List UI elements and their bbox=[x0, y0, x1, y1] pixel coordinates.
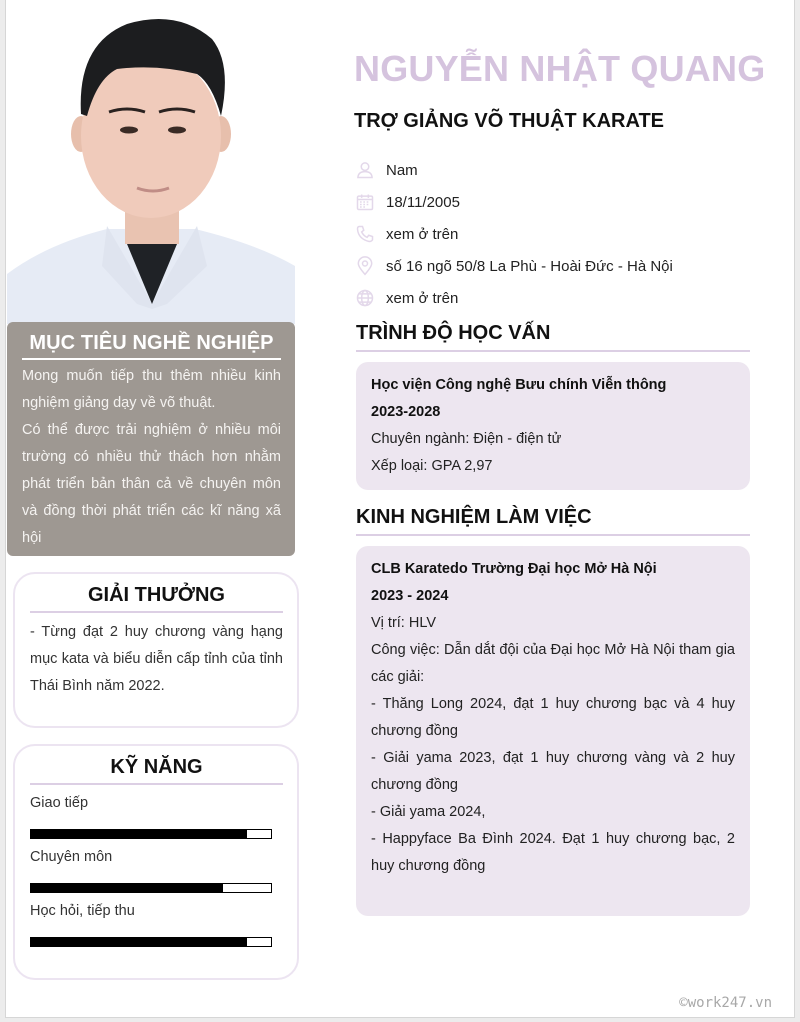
job-title: TRỢ GIẢNG VÕ THUẬT KARATE bbox=[354, 110, 665, 132]
watermark: ©work247.vn bbox=[679, 995, 772, 1011]
section-heading-education: TRÌNH ĐỘ HỌC VẤN bbox=[356, 322, 750, 352]
experience-line: - Happyface Ba Đình 2024. Đạt 1 huy chương bạc, 2 huy chương đồng bbox=[371, 831, 735, 874]
skill-label: Giao tiếp bbox=[30, 795, 89, 811]
globe-icon bbox=[354, 287, 376, 309]
skill-bar bbox=[30, 829, 272, 839]
profile-photo bbox=[7, 4, 295, 324]
career-objective-section bbox=[7, 322, 295, 556]
experience-line: - Thăng Long 2024, đạt 1 huy chương bạc và 4 huy chương đồng bbox=[371, 696, 735, 739]
experience-line: - Giải yama 2023, đạt 1 huy chương vàng và 2 huy chương đồng bbox=[371, 750, 735, 793]
education-period: 2023-2028 bbox=[371, 404, 441, 420]
phone-icon bbox=[354, 223, 376, 245]
skill-bar-fill bbox=[31, 938, 247, 946]
section-heading-awards: GIẢI THƯỞNG bbox=[30, 584, 283, 613]
awards-text: - Từng đạt 2 huy chương vàng hạng mục kata và biểu diễn cấp tỉnh của tỉnh Thái Bình năm 2022. bbox=[30, 624, 283, 694]
personal-info-list bbox=[354, 154, 673, 314]
experience-card bbox=[356, 546, 750, 916]
education-grade: Xếp loại: GPA 2,97 bbox=[371, 458, 493, 474]
skill-label: Chuyên môn bbox=[30, 849, 113, 865]
calendar-icon bbox=[354, 191, 376, 213]
skill-bar-fill bbox=[31, 884, 223, 892]
section-heading-experience: KINH NGHIỆM LÀM VIỆC bbox=[356, 506, 750, 536]
skills-section bbox=[13, 744, 299, 980]
objective-paragraph: Mong muốn tiếp thu thêm nhiều kinh nghiệm giảng dạy về võ thuật. bbox=[22, 368, 281, 411]
section-heading-skills: KỸ NĂNG bbox=[30, 756, 283, 785]
education-card bbox=[356, 362, 750, 490]
school-name: Học viện Công nghệ Bưu chính Viễn thông bbox=[371, 377, 667, 393]
info-value: số 16 ngõ 50/8 La Phù - Hoài Đức - Hà Nội bbox=[386, 257, 673, 275]
company-name: CLB Karatedo Trường Đại học Mở Hà Nội bbox=[371, 561, 657, 577]
skill-bar bbox=[30, 883, 272, 893]
info-phone bbox=[354, 218, 673, 250]
experience-line: Công việc: Dẫn dắt đội của Đại học Mở Hà Nội tham gia các giải: bbox=[371, 642, 735, 685]
experience-line: - Giải yama 2024, bbox=[371, 804, 486, 820]
info-value: Nam bbox=[386, 161, 418, 179]
info-gender bbox=[354, 154, 673, 186]
skill-bar-fill bbox=[31, 830, 247, 838]
portrait-image bbox=[7, 4, 295, 324]
info-address bbox=[354, 250, 673, 282]
info-birthdate bbox=[354, 186, 673, 218]
skill-label: Học hỏi, tiếp thu bbox=[30, 903, 135, 919]
info-value: xem ở trên bbox=[386, 289, 459, 307]
skill-bar bbox=[30, 937, 272, 947]
cv-page bbox=[5, 0, 795, 1018]
location-pin-icon bbox=[354, 255, 376, 277]
section-heading-objective: MỤC TIÊU NGHỀ NGHIỆP bbox=[22, 332, 281, 360]
info-website bbox=[354, 282, 673, 314]
person-icon bbox=[354, 159, 376, 181]
info-value: xem ở trên bbox=[386, 225, 459, 243]
info-value: 18/11/2005 bbox=[386, 193, 460, 211]
education-major: Chuyên ngành: Điện - điện tử bbox=[371, 431, 562, 447]
candidate-name: NGUYỄN NHẬT QUANG bbox=[354, 48, 766, 89]
experience-position: Vị trí: HLV bbox=[371, 615, 436, 631]
experience-period: 2023 - 2024 bbox=[371, 588, 449, 604]
awards-section bbox=[13, 572, 299, 728]
objective-paragraph: Có thể được trải nghiệm ở nhiều môi trường có nhiều thử thách hơn nhằm phát triển bản thân cả về chuyên môn và đồng thời phát triển các kĩ năng xã hội bbox=[22, 422, 281, 546]
